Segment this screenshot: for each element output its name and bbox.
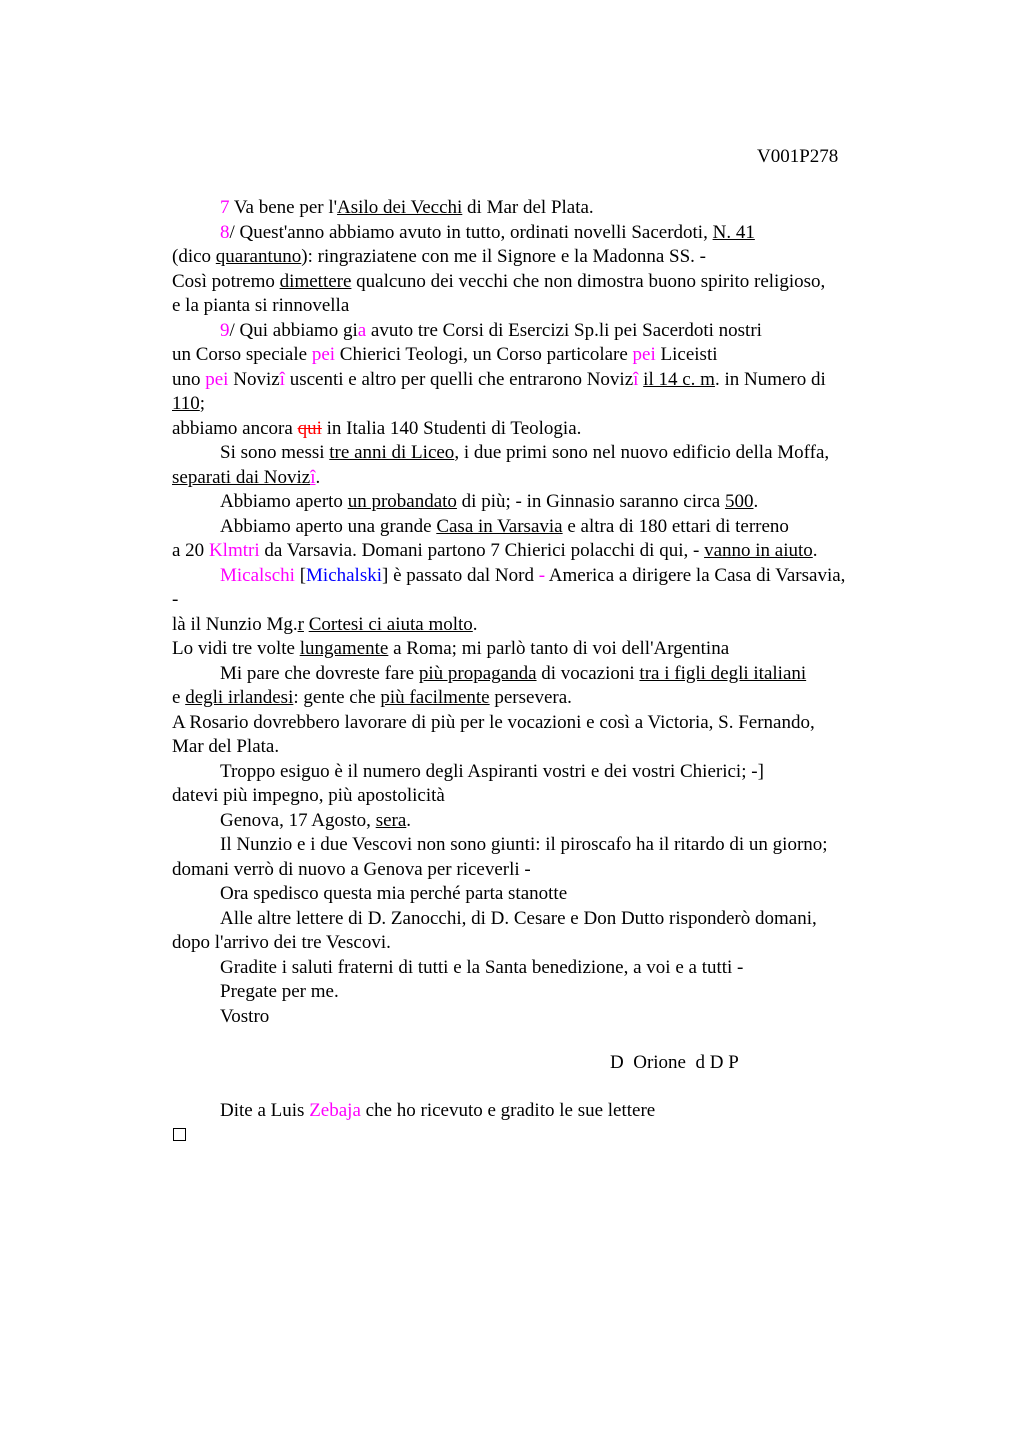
line-aspiranti-2: datevi più impegno, più apostolicità — [172, 785, 445, 806]
line-micalschi-2: - — [172, 589, 179, 610]
square-marker-icon — [173, 1128, 186, 1141]
line-propaganda: Mi pare che dovreste fare più propaganda di vocazioni tra i figli degli italiani — [220, 662, 807, 684]
paragraph-number: 8 — [220, 221, 230, 243]
line-p9-3: uno pei Novizî uscenti e altro per quelli che entrarono Novizî il 14 c. m. in Numero di — [172, 368, 826, 390]
line-liceo-2: separati dai Novizî. — [172, 466, 321, 488]
line-p9-4: 110; — [172, 393, 206, 414]
line-propaganda-3: A Rosario dovrebbero lavorare di più per le vocazioni e così a Victoria, S. Fernando, — [172, 711, 815, 733]
line-aspiranti: Troppo esiguo è il numero degli Aspiranti vostri e dei vostri Chierici; -] — [220, 760, 764, 782]
line-propaganda-4: Mar del Plata. — [172, 736, 280, 757]
line-p8-3: Così potremo dimettere qualcuno dei vecchi che non dimostra buono spirito religioso, — [172, 270, 826, 292]
line-vostro: Vostro — [220, 1005, 270, 1027]
editorial-note: Michalski — [306, 564, 383, 586]
line-saluti: Gradite i saluti fraterni di tutti e la Santa benedizione, a voi e a tutti - — [220, 956, 744, 978]
deleted-word: qui — [297, 417, 322, 439]
line-altre-2: dopo l'arrivo dei tre Vescovi. — [172, 932, 391, 953]
line-varsavia: Abbiamo aperto una grande Casa in Varsavia e altra di 180 ettari di terreno — [220, 515, 789, 537]
signature: D Orione d D P — [610, 1052, 739, 1073]
line-p7: 7 Va bene per l'Asilo dei Vecchi di Mar del Plata. — [220, 197, 594, 218]
line-nunzio-2: domani verrò di nuovo a Genova per riceverli - — [172, 858, 531, 880]
line-p9-2: un Corso speciale pei Chierici Teologi, un Corso particolare pei Liceisti — [172, 344, 718, 365]
line-pregate: Pregate per me. — [220, 981, 339, 1002]
postscript: Dite a Luis Zebaja che ho ricevuto e gradito le sue lettere — [220, 1100, 656, 1121]
line-probandato: Abbiamo aperto un probandato di più; - in Ginnasio saranno circa 500. — [220, 491, 759, 512]
line-micalschi: Micalschi [Michalski] è passato dal Nord - America a dirigere la Casa di Varsavia, — [220, 564, 846, 586]
line-propaganda-2: e degli irlandesi: gente che più facilmente persevera. — [172, 687, 572, 708]
line-nunzio: Il Nunzio e i due Vescovi non sono giunti: il piroscafo ha il ritardo di un giorno; — [220, 834, 828, 855]
page-id: V001P278 — [757, 146, 839, 167]
line-p8-4: e la pianta si rinnovella — [172, 295, 350, 316]
line-varsavia-2: a 20 Klmtri da Varsavia. Domani partono 7 Chierici polacchi di qui, - vanno in aiuto. — [172, 540, 818, 561]
line-p9: 9/ Qui abbiamo gia avuto tre Corsi di Esercizi Sp.li pei Sacerdoti nostri — [220, 319, 762, 341]
letter-body — [172, 196, 917, 1029]
line-spedisco: Ora spedisco questa mia perché parta stanotte — [220, 883, 568, 904]
paragraph-number: 7 — [220, 197, 230, 218]
paragraph-number: 9 — [220, 319, 230, 341]
line-altre: Alle altre lettere di D. Zanocchi, di D. Cesare e Don Dutto risponderò domani, — [220, 907, 817, 929]
line-micalschi-3: là il Nunzio Mg.r Cortesi ci aiuta molto. — [172, 613, 478, 635]
line-liceo: Si sono messi tre anni di Liceo, i due primi sono nel nuovo edificio della Moffa, — [220, 442, 830, 463]
line-date: Genova, 17 Agosto, sera. — [220, 809, 412, 831]
line-micalschi-4: Lo vidi tre volte lungamente a Roma; mi parlò tanto di voi dell'Argentina — [172, 638, 730, 659]
line-p9-5: abbiamo ancora qui in Italia 140 Studenti di Teologia. — [172, 417, 582, 439]
line-p8-2: (dico quarantuno): ringraziatene con me il Signore e la Madonna SS. - — [172, 246, 706, 267]
line-p8: 8/ Quest'anno abbiamo avuto in tutto, ordinati novelli Sacerdoti, N. 41 — [220, 221, 755, 243]
